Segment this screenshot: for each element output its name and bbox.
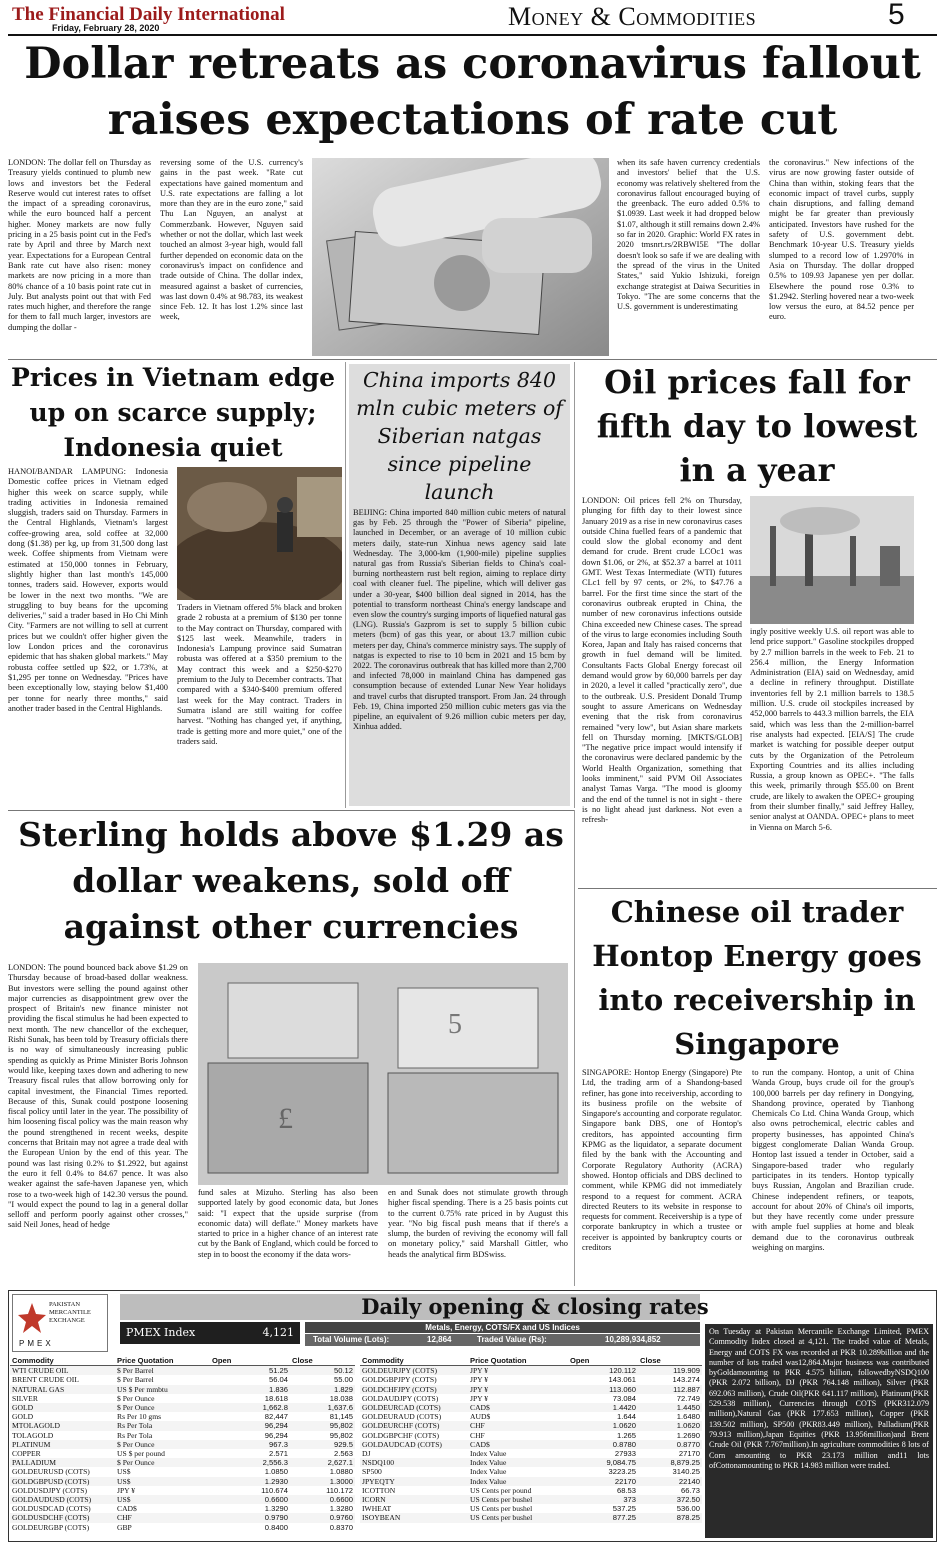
open-cell: 9,084.75 xyxy=(568,1458,638,1467)
rates-subtitle: Metals, Energy, COTS/FX and US Indices xyxy=(305,1322,700,1333)
close-cell: 1.0620 xyxy=(638,1421,702,1430)
close-cell: 372.50 xyxy=(638,1495,702,1504)
dollar-col-2: reversing some of the U.S. currency's gains in the past week. "Rate cut expectations have gained momentum and U.S. rate expectations are falling a lot more than they are in the euro zone," said Thu Lan Nguyen, an analyst at Commerzbank. However, Nguyen said whether or not the dollar, which last week touched an almost 3-year high, would fall further depended on economic data on the coronavirus's impact on confidence and trade outside of China. The dollar index, measured against a basket of currencies, was last down 0.4% at 98.783, its weakest since Feb. 12. It has lost 1.2% since last week, xyxy=(160,158,303,322)
commodity-cell: PALLADIUM xyxy=(10,1458,115,1467)
open-cell: 1.836 xyxy=(210,1385,290,1394)
commodity-cell: GOLD xyxy=(10,1403,115,1412)
commodity-cell: GOLDAUDCAD (COTS) xyxy=(360,1440,468,1449)
quotation-cell: US Cents per bushel xyxy=(470,1504,533,1514)
svg-text:£: £ xyxy=(278,1102,293,1135)
open-cell: 0.8400 xyxy=(264,1522,288,1532)
open-cell: 96,294 xyxy=(210,1421,290,1430)
sterling-col-2: fund sales at Mizuho. Sterling has also been supported lately by good economic data, but Jones said: "I expect that the upside surprise (from economic data) will deflate." Money markets have started to price in a higher chance of an interest rate cut by the Bank of England, which could be forced to step in to boost the economy if the data wors- xyxy=(198,1188,378,1259)
open-cell: 0.6600 xyxy=(210,1495,290,1504)
svg-text:5: 5 xyxy=(448,1009,462,1040)
quotation-cell: $ Per Ounce xyxy=(115,1403,210,1412)
volume-label: Total Volume (Lots): xyxy=(313,1335,390,1344)
close-cell: 81,145 xyxy=(329,1412,353,1422)
rates-row xyxy=(10,1467,355,1476)
quotation-cell: Index Value xyxy=(468,1458,568,1467)
quotation-cell: JPY ¥ xyxy=(117,1485,136,1495)
quotation-cell: JPY ¥ xyxy=(470,1375,489,1385)
sterling-banknotes-photo xyxy=(198,963,568,1185)
quotation-cell: US Cents per bushel xyxy=(468,1513,568,1522)
quotation-cell: CAD$ xyxy=(117,1504,137,1514)
page-number: 5 xyxy=(888,0,905,31)
open-cell: 373 xyxy=(568,1495,638,1504)
rates-row xyxy=(10,1431,355,1440)
rates-row xyxy=(10,1366,355,1376)
oil-col-2: ingly positive weekly U.S. oil report was able to lend price support." Gasoline stockpiles dropped by 2.7 million barrels in the week to Feb. 21 to 256.4 million, the Energy Information Administration (EIA) said on Wednesday, amid a decline in refinery throughput. Distillate inventories fell by 2.1 million barrels to 138.5 million. U.S. crude oil stockpiles increased by 452,000 barrels to 443.3 million barrels, the EIA said, which was less than the 2-million-barrel rise analysts had expected. [EIA/S] The crude market is watching for possible deeper output cuts by the Organization of the Petroleum Exporting Countries and its allies including Russia, a group known as OPEC+. "The falls this week, primarily through $55.00 on Brent crude, are likely to awaken the OPEC+ grouping from their slumber finally," said Jeffrey Halley, senior analyst at OANDA. OPEC+ plans to meet in Vienna on March 5-6. xyxy=(750,627,914,832)
open-cell: 18.618 xyxy=(264,1393,288,1403)
close-cell: 22140 xyxy=(638,1477,702,1486)
rates-row xyxy=(360,1431,702,1440)
open-cell: 82,447 xyxy=(264,1412,288,1422)
close-cell: 929.5 xyxy=(290,1440,355,1449)
rates-row xyxy=(360,1467,702,1476)
oil-refinery-photo xyxy=(750,496,914,624)
commodity-cell: TOLAGOLD xyxy=(12,1430,54,1440)
close-cell: 1.6480 xyxy=(676,1412,700,1422)
commodity-cell: GOLDAUDJPY (COTS) xyxy=(362,1393,439,1403)
divider xyxy=(574,362,575,808)
pmex-logo xyxy=(12,1294,108,1352)
close-cell: 1.829 xyxy=(290,1385,355,1394)
open-cell: 537.25 xyxy=(612,1504,636,1514)
open-cell: 96,294 xyxy=(264,1430,288,1440)
open-cell: 0.9790 xyxy=(210,1513,290,1522)
commodity-cell: SP500 xyxy=(362,1467,382,1477)
traded-value: 10,289,934,852 xyxy=(605,1335,661,1344)
rates-row xyxy=(10,1458,355,1467)
quotation-cell: JPY ¥ xyxy=(470,1393,489,1403)
sterling-col-3: en and Sunak does not stimulate growth through higher fiscal spending. There is a 25 basis points cut to the current 0.75% rate priced in by August this year. "No big fiscal push means that if there's a slump, the burden of reviving the economy will fall on monetary policy," said Marshall Gittler, who heads the analytical firm BDSwiss. xyxy=(388,1188,568,1259)
close-cell: 0.8370 xyxy=(329,1522,353,1532)
commodity-cell: GOLDEURUSD (COTS) xyxy=(12,1467,90,1477)
col-header: Price Quotation xyxy=(115,1356,210,1366)
close-cell: 110.172 xyxy=(326,1485,353,1495)
close-cell: 72.749 xyxy=(676,1393,700,1403)
close-cell: 8,879.25 xyxy=(638,1458,702,1467)
close-cell: 95,802 xyxy=(329,1430,353,1440)
vietnam-col-1: HANOI/BANDAR LAMPUNG: Indonesia Domestic coffee prices in Vietnam edged higher this week on scarce supply, while trading activities in Indonesia remained sluggish, traders said on Thursday. Farmers in the Central Highlands, Vietnam's largest coffee-growing area, sold coffee at 32,000 dong ($1.38) per kg, up from 31,500 dong last week. Coffee shipments from Vietnam were estimated at 150,000 tonnes in February, slightly higher than last month's 145,000 tonnes, traders said. However, exports would be lower in the next two months. "We are struggling to buy beans for the upcoming deliveries," said a trader based in Ho Chi Minh City. "Farmers are not willing to sell at current prices but we couldn't offer higher given the low London prices and the coronavirus epidemic that has shaken global markets." May robusta coffee settled up $22, or 1.73%, at $1,295 per tonne on Wednesday. "Prices have been exceptionally low, staying below $1,400 per tonne for nearly three months," said another trader based in the Central Highlands. xyxy=(8,467,168,713)
close-cell: 536.00 xyxy=(676,1504,700,1514)
rates-row xyxy=(360,1366,702,1376)
open-cell: 0.8780 xyxy=(568,1440,638,1449)
pmex-index-label: PMEX Index xyxy=(126,1326,196,1339)
rates-left-header-row xyxy=(10,1356,355,1366)
commodity-cell: SILVER xyxy=(12,1393,38,1403)
rates-row xyxy=(10,1523,355,1532)
quotation-cell: Index Value xyxy=(470,1467,507,1477)
rates-row xyxy=(10,1477,355,1486)
close-cell: 1.3000 xyxy=(290,1477,355,1486)
pmex-index-value: 4,121 xyxy=(262,1326,294,1339)
commodity-cell: GOLDEURCAD (COTS) xyxy=(360,1403,468,1412)
dollar-col-1: LONDON: The dollar fell on Thursday as Treasury yields continued to plumb new lows and investors bet the Federal Reserve would cut interest rates to offset the impact of a spreading coronavirus, while the euro bounced half a percent higher. Money markets are now fully pricing in a 25 basis point cut in the Fed's rate by April and three by March next year. Expectations for a European Central Bank rate cut have also risen: money markets are now pricing in a more than 80% chance of a 10 basis point rate cut in July. But analysts point out that with Fed rates much higher, and therefore the range for them to fall much larger, investors are dumping the dollar - xyxy=(8,158,151,332)
open-cell: 73.084 xyxy=(612,1393,636,1403)
oil-col-1: LONDON: Oil prices fell 2% on Thursday, plunging for fifth day to their lowest since January 2019 as a rise in new coronavirus cases outside China fuelled fears of a pandemic that could slow the global economy and dent demand for crude. Brent crude LCOc1 was down $1.06, or 2%, at $52.37 a barrel at 1011 GMT. West Texas Intermediate (WTI) futures CLc1 fell by 97 cents, or 2%, to $47.76 a barrel. For the first time since the start of the coronavirus outbreak erupted in China, the number of new coronavirus infections outside China exceeded new Chinese cases. The spread of the virus to large economies including South Korea, Japan and Italy has raised concerns that growth in fuel demand will be limited. Consultants Facts Global Energy forecast oil demand would grow by 60,000 barrels per day in 2020, a level it called "practically zero", due to the outbreak. U.S. President Donald Trump sought to assure Americans on Wednesday evening that the risk from coronavirus remained "very low", but Asian share markets fell on Thursday morning. [MKTS/GLOB] "The negative price impact would intensify if the coronavirus were declared pandemic by the World Health Organization, something that looks imminent," said PVM Oil Associates analyst Tamas Varga. "The mood is gloomy and the end of the tunnel is not in sight - there is no light ahead just darkness. Not even a refresh- xyxy=(582,496,742,825)
close-cell: 55.00 xyxy=(333,1375,353,1385)
quotation-cell: $ Per Ounce xyxy=(115,1458,210,1467)
commodity-cell: NSDQ100 xyxy=(360,1458,468,1467)
quotation-cell: AUD$ xyxy=(470,1412,491,1422)
open-cell: 22170 xyxy=(568,1477,638,1486)
commodity-cell: GOLDCHFJPY (COTS) xyxy=(360,1385,468,1394)
quotation-cell: $ Per Barrel xyxy=(117,1375,154,1385)
commodity-cell: GOLDGBPJPY (COTS) xyxy=(362,1375,437,1385)
commodity-cell: WTI CRUDE OIL xyxy=(10,1366,115,1376)
open-cell: 113.060 xyxy=(568,1385,638,1394)
quotation-cell: $ Per Ounce xyxy=(117,1393,155,1403)
open-cell: 68.53 xyxy=(616,1485,636,1495)
open-cell: 1,662.8 xyxy=(210,1403,290,1412)
quotation-cell: US Cents per pound xyxy=(470,1485,532,1495)
commodity-cell: COPPER xyxy=(12,1449,41,1459)
divider xyxy=(345,362,346,808)
open-cell: 877.25 xyxy=(568,1513,638,1522)
sterling-col-1: LONDON: The pound bounced back above $1.29 on Thursday because of broad-based dollar weakness. But investors were selling the pound against other major currencies as disappointment grew over the prospect of Britain's new finance minister not providing the fiscal stimulus he had been expected to next month. The new chancellor of the exchequer, Rishi Sunak, has been told by Treasury officials there is no way of simultaneously increasing public spending as quickly as Prime Minister Boris Johnson would like, keeping taxes down and adhering to new Treasury fiscal rules that allow borrowing only for capital investment, the Financial Times reported. Because of this, Sunak could postpone loosening fiscal policy until later in the year. The possibility of him loosening fiscal policy was the main reason why the pound strengthened in recent weeks, despite concerns that Britain may not agree a trade deal with the European Union by the end of this year. The pound was last rising 0.2% to $1.2922, but against the euro it fell 0.4% to 84.67 pence. It was also weaker against the safe-haven Japanese yen, which rose to a two-week high of 142.30 versus the pound. "I would expect the pound to lag in a general dollar selloff and perform poorly against other crosses," said Neil Jones, head of hedge xyxy=(8,963,188,1230)
quotation-cell: US $ per pound xyxy=(117,1449,165,1459)
rates-row xyxy=(10,1504,355,1513)
rates-table-left xyxy=(10,1356,355,1532)
col-header: Price Quotation xyxy=(468,1356,568,1366)
col-header: Commodity xyxy=(10,1356,115,1366)
commodity-cell: GOLDGBPUSD (COTS) xyxy=(10,1477,115,1486)
close-cell: 1.4450 xyxy=(638,1403,702,1412)
open-cell: 56.04 xyxy=(268,1375,288,1385)
commodity-cell: GOLDEURGBP (COTS) xyxy=(12,1522,90,1532)
quotation-cell: CAD$ xyxy=(468,1403,568,1412)
open-cell: 110.674 xyxy=(261,1485,288,1495)
rates-row xyxy=(360,1495,702,1504)
open-cell: 1.0620 xyxy=(568,1421,638,1430)
hontop-headline: Chinese oil trader Hontop Energy goes into receivership in Singapore xyxy=(592,895,922,1061)
open-cell: 120.112 xyxy=(568,1366,638,1376)
commodity-cell: NATURAL GAS xyxy=(10,1385,115,1394)
open-cell: 143.061 xyxy=(608,1375,636,1385)
rates-row xyxy=(10,1385,355,1394)
rates-row xyxy=(360,1504,702,1513)
vietnam-headline: Prices in Vietnam edge up on scarce supply; Indonesia quiet xyxy=(11,363,335,462)
open-cell: 1.2930 xyxy=(210,1477,290,1486)
divider xyxy=(578,888,937,889)
rates-row xyxy=(360,1421,702,1430)
pmex-logo-abbr: PMEX xyxy=(19,1339,54,1348)
rates-row xyxy=(10,1412,355,1421)
oil-headline: Oil prices fall for fifth day to lowest in a year xyxy=(596,363,918,489)
close-cell: 0.9760 xyxy=(290,1513,355,1522)
quotation-cell: US$ xyxy=(115,1495,210,1504)
rates-right-header-row xyxy=(360,1356,702,1366)
col-header: Open xyxy=(210,1356,290,1366)
commodity-cell: ISOYBEAN xyxy=(360,1513,468,1522)
quotation-cell: JPY ¥ xyxy=(468,1366,568,1376)
volume-value: 12,864 xyxy=(427,1335,452,1344)
close-cell: 112.887 xyxy=(638,1385,702,1394)
commodity-cell: JPYEQTY xyxy=(360,1477,468,1486)
commodity-cell: GOLDAUDUSD (COTS) xyxy=(10,1495,115,1504)
close-cell: 1.0880 xyxy=(329,1467,353,1477)
rates-row xyxy=(360,1412,702,1421)
dollar-banknotes-photo xyxy=(312,158,609,356)
commodity-cell: ICOTTON xyxy=(362,1485,396,1495)
commodity-cell: BRENT CRUDE OIL xyxy=(12,1375,79,1385)
quotation-cell: JPY ¥ xyxy=(468,1385,568,1394)
col-header: Commodity xyxy=(360,1356,468,1366)
commodity-cell: GOLDGBPCHF (COTS) xyxy=(362,1430,440,1440)
rates-volume-bar xyxy=(305,1334,700,1346)
rates-row xyxy=(360,1385,702,1394)
rates-title: Daily opening & closing rates xyxy=(361,1294,709,1319)
quotation-cell: Rs Per Tola xyxy=(115,1421,210,1430)
rates-row xyxy=(360,1403,702,1412)
close-cell: 1.3280 xyxy=(329,1504,353,1514)
quotation-cell: US $ Per mmbtu xyxy=(115,1385,210,1394)
rates-row xyxy=(360,1486,702,1495)
close-cell: 27170 xyxy=(678,1449,700,1459)
rates-summary: On Tuesday at Pakistan Mercantile Exchange Limited, PMEX Commodity Index closed at 4,121. The traded value of Metals, Energy and COTS FX was recorded at PKR 10.289billion and the number of lots traded was12,864.Major business was contributed byGoldamounting to PKR 4.575 billion, followedbyNSDQ100 (PKR 2.072 billion), DJ (PKR 764.148 million), Silver (PKR 692.063 million), Crude Oil(PKR 641.117 million), Platinum(PKR 529.538 million), Currencies through COTS (PKR312.079 million),Natural Gas (PKR 177.653 million), Copper (PKR 139.502 million), SP500 (PKR83.449 million), Palladium(PKR 79.913 million),Japan Equities (PKR 13.956million)and Brent Crude Oil (PKR 7.767million).In agriculture commodities 8 lots of Corn amounting to PKR 23.173 million and11 lots ofCottonamounting to PKR 14.983 million were traded. xyxy=(705,1324,933,1538)
rates-row xyxy=(10,1375,355,1384)
traded-label: Traded Value (Rs): xyxy=(477,1335,547,1344)
dollar-col-3: when its safe haven currency credentials and investors' belief that the U.S. economy was relatively sheltered from the coronavirus fallout encouraged buying of the greenback. The euro added 0.5% to $1.0939. Last week it had dropped below $1.07, although it still remains down 2.4% so far in 2020. Graphic: World FX rates in 2020 tmsnrt.rs/2RBWI5E "The dollar doesn't look so safe if we are dealing with the spread of the virus in the United States," said Yukio Ishizuki, foreign exchange strategist at Daiwa Securities in Tokyo. "The are some concerns that the U.S. government is underestimating xyxy=(617,158,760,312)
open-cell: 1.4420 xyxy=(568,1403,638,1412)
commodity-cell: DJ xyxy=(362,1449,371,1459)
masthead-paper-name: The Financial Daily International xyxy=(12,4,285,25)
sterling-headline: Sterling holds above $1.29 as dollar weakens, sold off against other currencies xyxy=(18,815,564,946)
close-cell: 1,637.6 xyxy=(290,1403,355,1412)
dollar-col-4: the coronavirus." New infections of the virus are now growing faster outside of China than within, stoking fears that the economic impact of travel curbs, supply chain disruptions, and falling demand might be far greater than previously anticipated. Investors have rushed for the safety of U.S. government debt. Benchmark 10-year U.S. Treasury yields slumped to a record low of 1.2970% in Asia on Thursday. The dollar dropped 0.5% to 109.93 Japanese yen per dollar. Elsewhere the pound rose 0.3% to $1.2942. Sterling hovered near a two-week low versus the euro, at 84.52 pence per euro. xyxy=(769,158,914,322)
quotation-cell: CHF xyxy=(115,1513,210,1522)
open-cell: 27933 xyxy=(614,1449,636,1459)
rates-row xyxy=(360,1513,702,1522)
open-cell: 1.0850 xyxy=(264,1467,288,1477)
close-cell: 50.12 xyxy=(290,1366,355,1376)
commodity-cell: MTOLAGOLD xyxy=(10,1421,115,1430)
commodity-cell: GOLD xyxy=(12,1412,34,1422)
quotation-cell: $ Per Ounce xyxy=(115,1440,210,1449)
quotation-cell: Rs Per Tola xyxy=(117,1430,153,1440)
quotation-cell: CAD$ xyxy=(468,1440,568,1449)
rates-row xyxy=(10,1486,355,1495)
open-cell: 967.3 xyxy=(210,1440,290,1449)
commodity-cell: GOLDEURJPY (COTS) xyxy=(360,1366,468,1376)
quotation-cell: US$ xyxy=(117,1467,131,1477)
close-cell: 1.2690 xyxy=(676,1430,700,1440)
commodity-cell: GOLDEURAUD (COTS) xyxy=(362,1412,442,1422)
commodity-cell: IWHEAT xyxy=(362,1504,392,1514)
commodity-cell: ICORN xyxy=(360,1495,468,1504)
vietnam-coffee-photo xyxy=(177,467,342,600)
quotation-cell: US$ xyxy=(115,1477,210,1486)
pmex-index-box xyxy=(120,1322,300,1344)
china-body: BEIJING: China imported 840 million cubic meters of natural gas by Feb. 25 through the "Power of Siberia" pipeline, launched in December, or an average of 10 million cubic meters daily, state-run Xinhua news agency said late Wednesday. The 3,000-km (1,900-mile) pipeline supplies natural gas from Russia's Siberian fields to China's coal-burning northeastern rust belt region, aiming to replace dirty coal with cleaner fuel. The pipeline, which will deliver gas under a 30-year, $400 billion deal signed in 2014, has the potential to transform northeast China's energy landscape and even slow the country's surging imports of liquefied natural gas (LNG). Russia's Gazprom is set to supply 5 billion cubic meters (bcm) of gas this year, or about 13.7 million cubic meters per day, China's commerce ministry says. The supply of natgas is expected to rise to 10 bcm in 2021 and 15 bcm by 2022. The coronavirus outbreak that has killed more than 2,700 and infected 78,000 in mainland China has dampened gas consumption because of extended Lunar New Year holidays and travel curbs that disrupted transport. From Jan. 24 through Feb. 19, China imported 250 million cubic meters gas via the pipeline, an equivalent of 9.26 million cubic meters per day, Xinhua added. xyxy=(353,508,566,732)
close-cell: 878.25 xyxy=(638,1513,702,1522)
rates-row xyxy=(10,1513,355,1522)
quotation-cell: Index Value xyxy=(468,1477,568,1486)
quotation-cell: Index Value xyxy=(470,1449,507,1459)
quotation-cell: CHF xyxy=(468,1421,568,1430)
open-cell: 2.571 xyxy=(268,1449,288,1459)
rates-row xyxy=(360,1440,702,1449)
close-cell: 143.274 xyxy=(672,1375,700,1385)
close-cell: 2.563 xyxy=(333,1449,353,1459)
close-cell: 0.8770 xyxy=(638,1440,702,1449)
close-cell: 3140.25 xyxy=(672,1467,700,1477)
rates-row xyxy=(360,1449,702,1458)
close-cell: 2,627.1 xyxy=(290,1458,355,1467)
quotation-cell: US Cents per bushel xyxy=(468,1495,568,1504)
masthead-date: Friday, February 28, 2020 xyxy=(52,23,160,33)
open-cell: 2,556.3 xyxy=(210,1458,290,1467)
divider xyxy=(8,810,574,811)
rates-row xyxy=(10,1449,355,1458)
open-cell: 1.644 xyxy=(616,1412,636,1422)
open-cell: 3223.25 xyxy=(608,1467,636,1477)
quotation-cell: CHF xyxy=(470,1430,485,1440)
rates-row xyxy=(10,1421,355,1430)
close-cell: 119.909 xyxy=(638,1366,702,1376)
china-headline: China imports 840 mln cubic meters of Siberian natgas since pipeline launch xyxy=(356,368,563,504)
rates-row xyxy=(360,1394,702,1403)
divider xyxy=(574,810,575,1286)
vietnam-caption-text: Traders in Vietnam offered 5% black and broken grade 2 robusta at a premium of $130 per tonne to the May contract on Thursday, compared with $125 last week. Meanwhile, traders in Indonesia's Lampung province said Sumatran robusta was offered at a $350 premium to the May contract this week and a $250-$270 premium to the July to December contracts. That compared with a $340-$400 premium offered last week for the May contract. Traders in Sumatra island are still waiting for coffee harvest. "Nothing has changed yet, if anything, trade is getting more and more quiet," one of the traders said. xyxy=(177,603,342,746)
rates-row xyxy=(360,1375,702,1384)
rates-table-right xyxy=(360,1356,702,1523)
col-header: Close xyxy=(638,1356,702,1366)
rates-row xyxy=(10,1394,355,1403)
col-header: Close xyxy=(290,1356,355,1366)
hontop-col-1: SINGAPORE: Hontop Energy (Singapore) Pte Ltd, the trading arm of a Shandong-based refiner, has gone into receivership, according to its business profile on the website of Singapore's accounting and corporate regulator. Singapore bank DBS, one of Hontop's creditors, has appointed accounting firm KPMG as the liquidator, a separate document filed by the bank with the Accounting and Corporate Regulatory Authority (ACRA) showed. Hontop officials and DBS declined to comment, while KPMG did not immediately respond to a request for comment. ACRA directed Reuters to its website in response to requests for comment. Receivership is a type of corporate bankruptcy in which a trustee or receiver is appointed by bankruptcy courts or creditors xyxy=(582,1068,742,1253)
close-cell: 95,802 xyxy=(290,1421,355,1430)
close-cell: 18.038 xyxy=(329,1393,353,1403)
rates-row xyxy=(10,1495,355,1504)
col-header: Open xyxy=(568,1356,638,1366)
quotation-cell: $ Per Barrel xyxy=(115,1366,210,1376)
quotation-cell: Rs Per 10 gms xyxy=(117,1412,162,1422)
open-cell: 1.265 xyxy=(616,1430,636,1440)
open-cell: 51.25 xyxy=(210,1366,290,1376)
close-cell: 0.6600 xyxy=(290,1495,355,1504)
pmex-logo-text: PAKISTAN MERCANTILE EXCHANGE xyxy=(49,1301,91,1324)
section-title: Money & Commodities xyxy=(508,2,757,31)
pmex-star-icon xyxy=(17,1301,47,1337)
hontop-col-2: to run the company. Hontop, a unit of China Wanda Group, buys crude oil for the group's 100,000 barrels per day refinery in Dongying, Shandong province, operated by Tianhong Chemicals Co Ltd. China Wanda Group, which also owns petrochemical, electric cables and property businesses, has appointed China's biggest conglomerate Dalian Wanda Group. Hontop last issued a tender in October, said a Singapore-based trader who regularly participates in its tenders. Hontop typically buys Russian, Angolan and Brazilian crude. Chinese independent refiners, or teapots, account for about 20% of China's oil imports, but they have recently come under pressure with ample fuel supplies at home and bleak demand due to the coronavirus outbreak weighing on margins. xyxy=(752,1068,914,1253)
rates-row xyxy=(10,1440,355,1449)
rates-row xyxy=(10,1403,355,1412)
quotation-cell: GBP xyxy=(117,1522,132,1532)
dollar-headline: Dollar retreats as coronavirus fallout raises expectations of rate cut xyxy=(24,39,921,145)
close-cell: 66.73 xyxy=(680,1485,700,1495)
open-cell: 1.3290 xyxy=(264,1504,288,1514)
rates-row xyxy=(360,1477,702,1486)
commodity-cell: PLATINUM xyxy=(10,1440,115,1449)
commodity-cell: GOLDUSDCHF (COTS) xyxy=(10,1513,115,1522)
rates-row xyxy=(360,1458,702,1467)
commodity-cell: GOLDUSDJPY (COTS) xyxy=(12,1485,88,1495)
commodity-cell: GOLDEURCHF (COTS) xyxy=(360,1421,468,1430)
china-story-box xyxy=(349,364,570,806)
commodity-cell: GOLDUSDCAD (COTS) xyxy=(12,1504,91,1514)
